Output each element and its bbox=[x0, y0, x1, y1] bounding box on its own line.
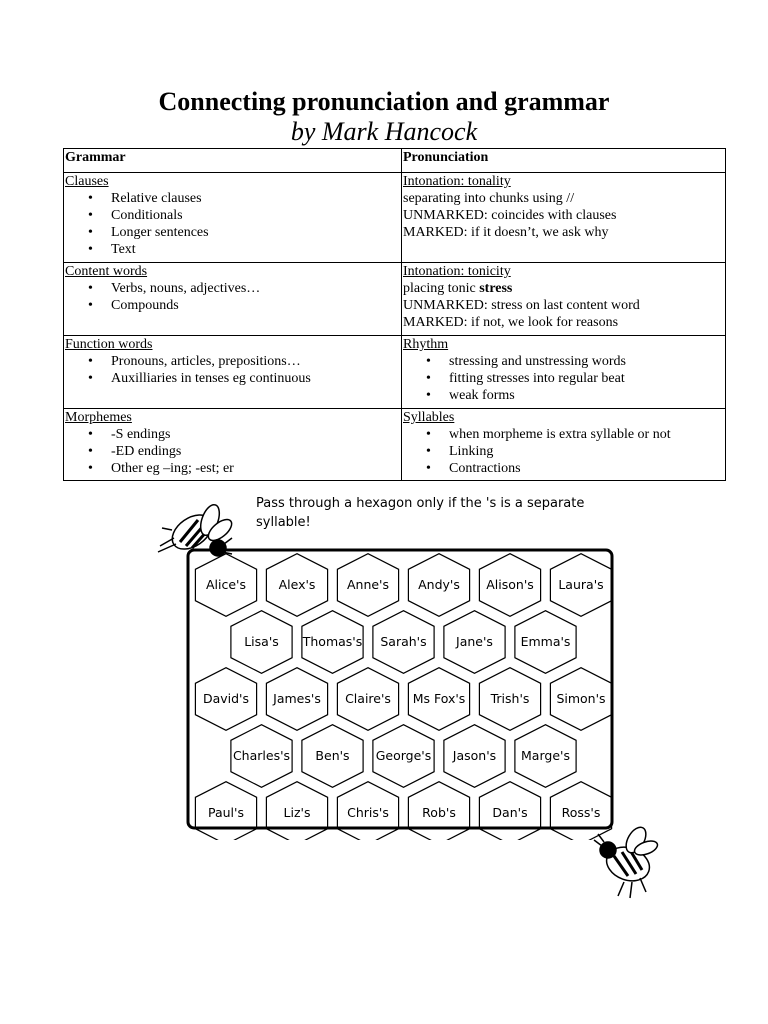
row-heading: Rhythm bbox=[403, 337, 449, 352]
list-item: • Contractions bbox=[449, 460, 724, 477]
text-prefix: placing tonic bbox=[403, 281, 480, 296]
puzzle-instructions bbox=[256, 494, 616, 532]
row-heading: Function words bbox=[65, 337, 153, 352]
hexagon-label: Anne's bbox=[346, 577, 390, 592]
instruction-line: syllable! bbox=[256, 515, 311, 530]
row-heading: Morphemes bbox=[65, 410, 132, 425]
hexagon-label: Sarah's bbox=[380, 634, 427, 649]
list-item: • Longer sentences bbox=[111, 224, 400, 241]
text-line: MARKED: if not, we look for reasons bbox=[403, 315, 619, 330]
header-grammar: Grammar bbox=[64, 149, 402, 173]
hexagon-label: Ms Fox's bbox=[412, 691, 466, 706]
table-row bbox=[64, 336, 726, 409]
text-line: UNMARKED: stress on last content word bbox=[403, 298, 640, 313]
hexagon-label: Alice's bbox=[205, 577, 247, 592]
hexagon-label: Chris's bbox=[347, 805, 389, 820]
hexagon-label: Thomas's bbox=[302, 634, 363, 649]
author-subtitle: by Mark Hancock bbox=[290, 117, 478, 146]
hexagon-label: James's bbox=[273, 691, 321, 706]
list-item: • Auxilliaries in tenses eg continuous bbox=[111, 370, 400, 387]
list-item: • Verbs, nouns, adjectives… bbox=[111, 280, 400, 297]
list-item: • Text bbox=[111, 241, 400, 258]
hexagon-label: Ross's bbox=[561, 805, 601, 820]
hexagon-label: Alison's bbox=[486, 577, 534, 592]
list-item: • Conditionals bbox=[111, 207, 400, 224]
list-item: • -ED endings bbox=[111, 443, 400, 460]
list-item: • Relative clauses bbox=[111, 190, 400, 207]
grammar-pronunciation-table bbox=[63, 148, 726, 481]
hexagon-label: Jane's bbox=[456, 634, 493, 649]
hexagon-label: Andy's bbox=[418, 577, 460, 592]
hexagon-label: Alex's bbox=[278, 577, 316, 592]
hexagon-label: Marge's bbox=[521, 748, 570, 763]
hexagon-label: Jason's bbox=[452, 748, 497, 763]
hexagon-label: Charles's bbox=[232, 748, 291, 763]
hexagon-label: Simon's bbox=[556, 691, 606, 706]
list-item: • -S endings bbox=[111, 426, 400, 443]
row-heading: Content words bbox=[65, 264, 148, 279]
table-row bbox=[64, 173, 726, 263]
hexagon-label: Dan's bbox=[492, 805, 528, 820]
bullet-list bbox=[65, 353, 400, 387]
header-pronunciation: Pronunciation bbox=[402, 149, 726, 173]
row-heading: Syllables bbox=[403, 410, 455, 425]
list-item: • stressing and unstressing words bbox=[449, 353, 724, 370]
hexagon-label: George's bbox=[375, 748, 432, 763]
bullet-list bbox=[403, 353, 724, 404]
list-item: • when morpheme is extra syllable or not bbox=[449, 426, 724, 443]
hexagon-label: Laura's bbox=[558, 577, 604, 592]
table-row bbox=[64, 263, 726, 336]
list-item: • Compounds bbox=[111, 297, 400, 314]
text-line: UNMARKED: coincides with clauses bbox=[403, 208, 617, 223]
instruction-line: Pass through a hexagon only if the 's is a separate bbox=[256, 496, 585, 511]
text-line: separating into chunks using // bbox=[403, 191, 575, 206]
bullet-list bbox=[65, 280, 400, 314]
hexagon-label: Emma's bbox=[520, 634, 571, 649]
row-heading: Intonation: tonicity bbox=[403, 264, 511, 279]
table-row bbox=[64, 409, 726, 481]
row-heading: Intonation: tonality bbox=[403, 174, 511, 189]
list-item: • Pronouns, articles, prepositions… bbox=[111, 353, 400, 370]
list-item: • Linking bbox=[449, 443, 724, 460]
hexagon-label: Liz's bbox=[283, 805, 311, 820]
bullet-list bbox=[65, 190, 400, 258]
hexagon-label: Ben's bbox=[315, 748, 350, 763]
hexagon-label: Claire's bbox=[345, 691, 391, 706]
hexagon-label: Rob's bbox=[422, 805, 456, 820]
text-line: MARKED: if it doesn’t, we ask why bbox=[403, 225, 609, 240]
list-item: • Other eg –ing; -est; er bbox=[111, 460, 400, 477]
bullet-list bbox=[403, 426, 724, 477]
bold-word: stress bbox=[479, 281, 513, 296]
list-item: • weak forms bbox=[449, 387, 724, 404]
hexagon-label: Paul's bbox=[208, 805, 244, 820]
page-title: Connecting pronunciation and grammar bbox=[158, 87, 610, 116]
hexagon-label: David's bbox=[202, 691, 250, 706]
table-header-row bbox=[64, 149, 726, 173]
bullet-list bbox=[65, 426, 400, 477]
list-item: • fitting stresses into regular beat bbox=[449, 370, 724, 387]
honeycomb-maze bbox=[180, 540, 620, 840]
text-line bbox=[403, 280, 724, 297]
hexagon-label: Trish's bbox=[490, 691, 530, 706]
row-heading: Clauses bbox=[65, 174, 109, 189]
hexagon-label: Lisa's bbox=[244, 634, 279, 649]
